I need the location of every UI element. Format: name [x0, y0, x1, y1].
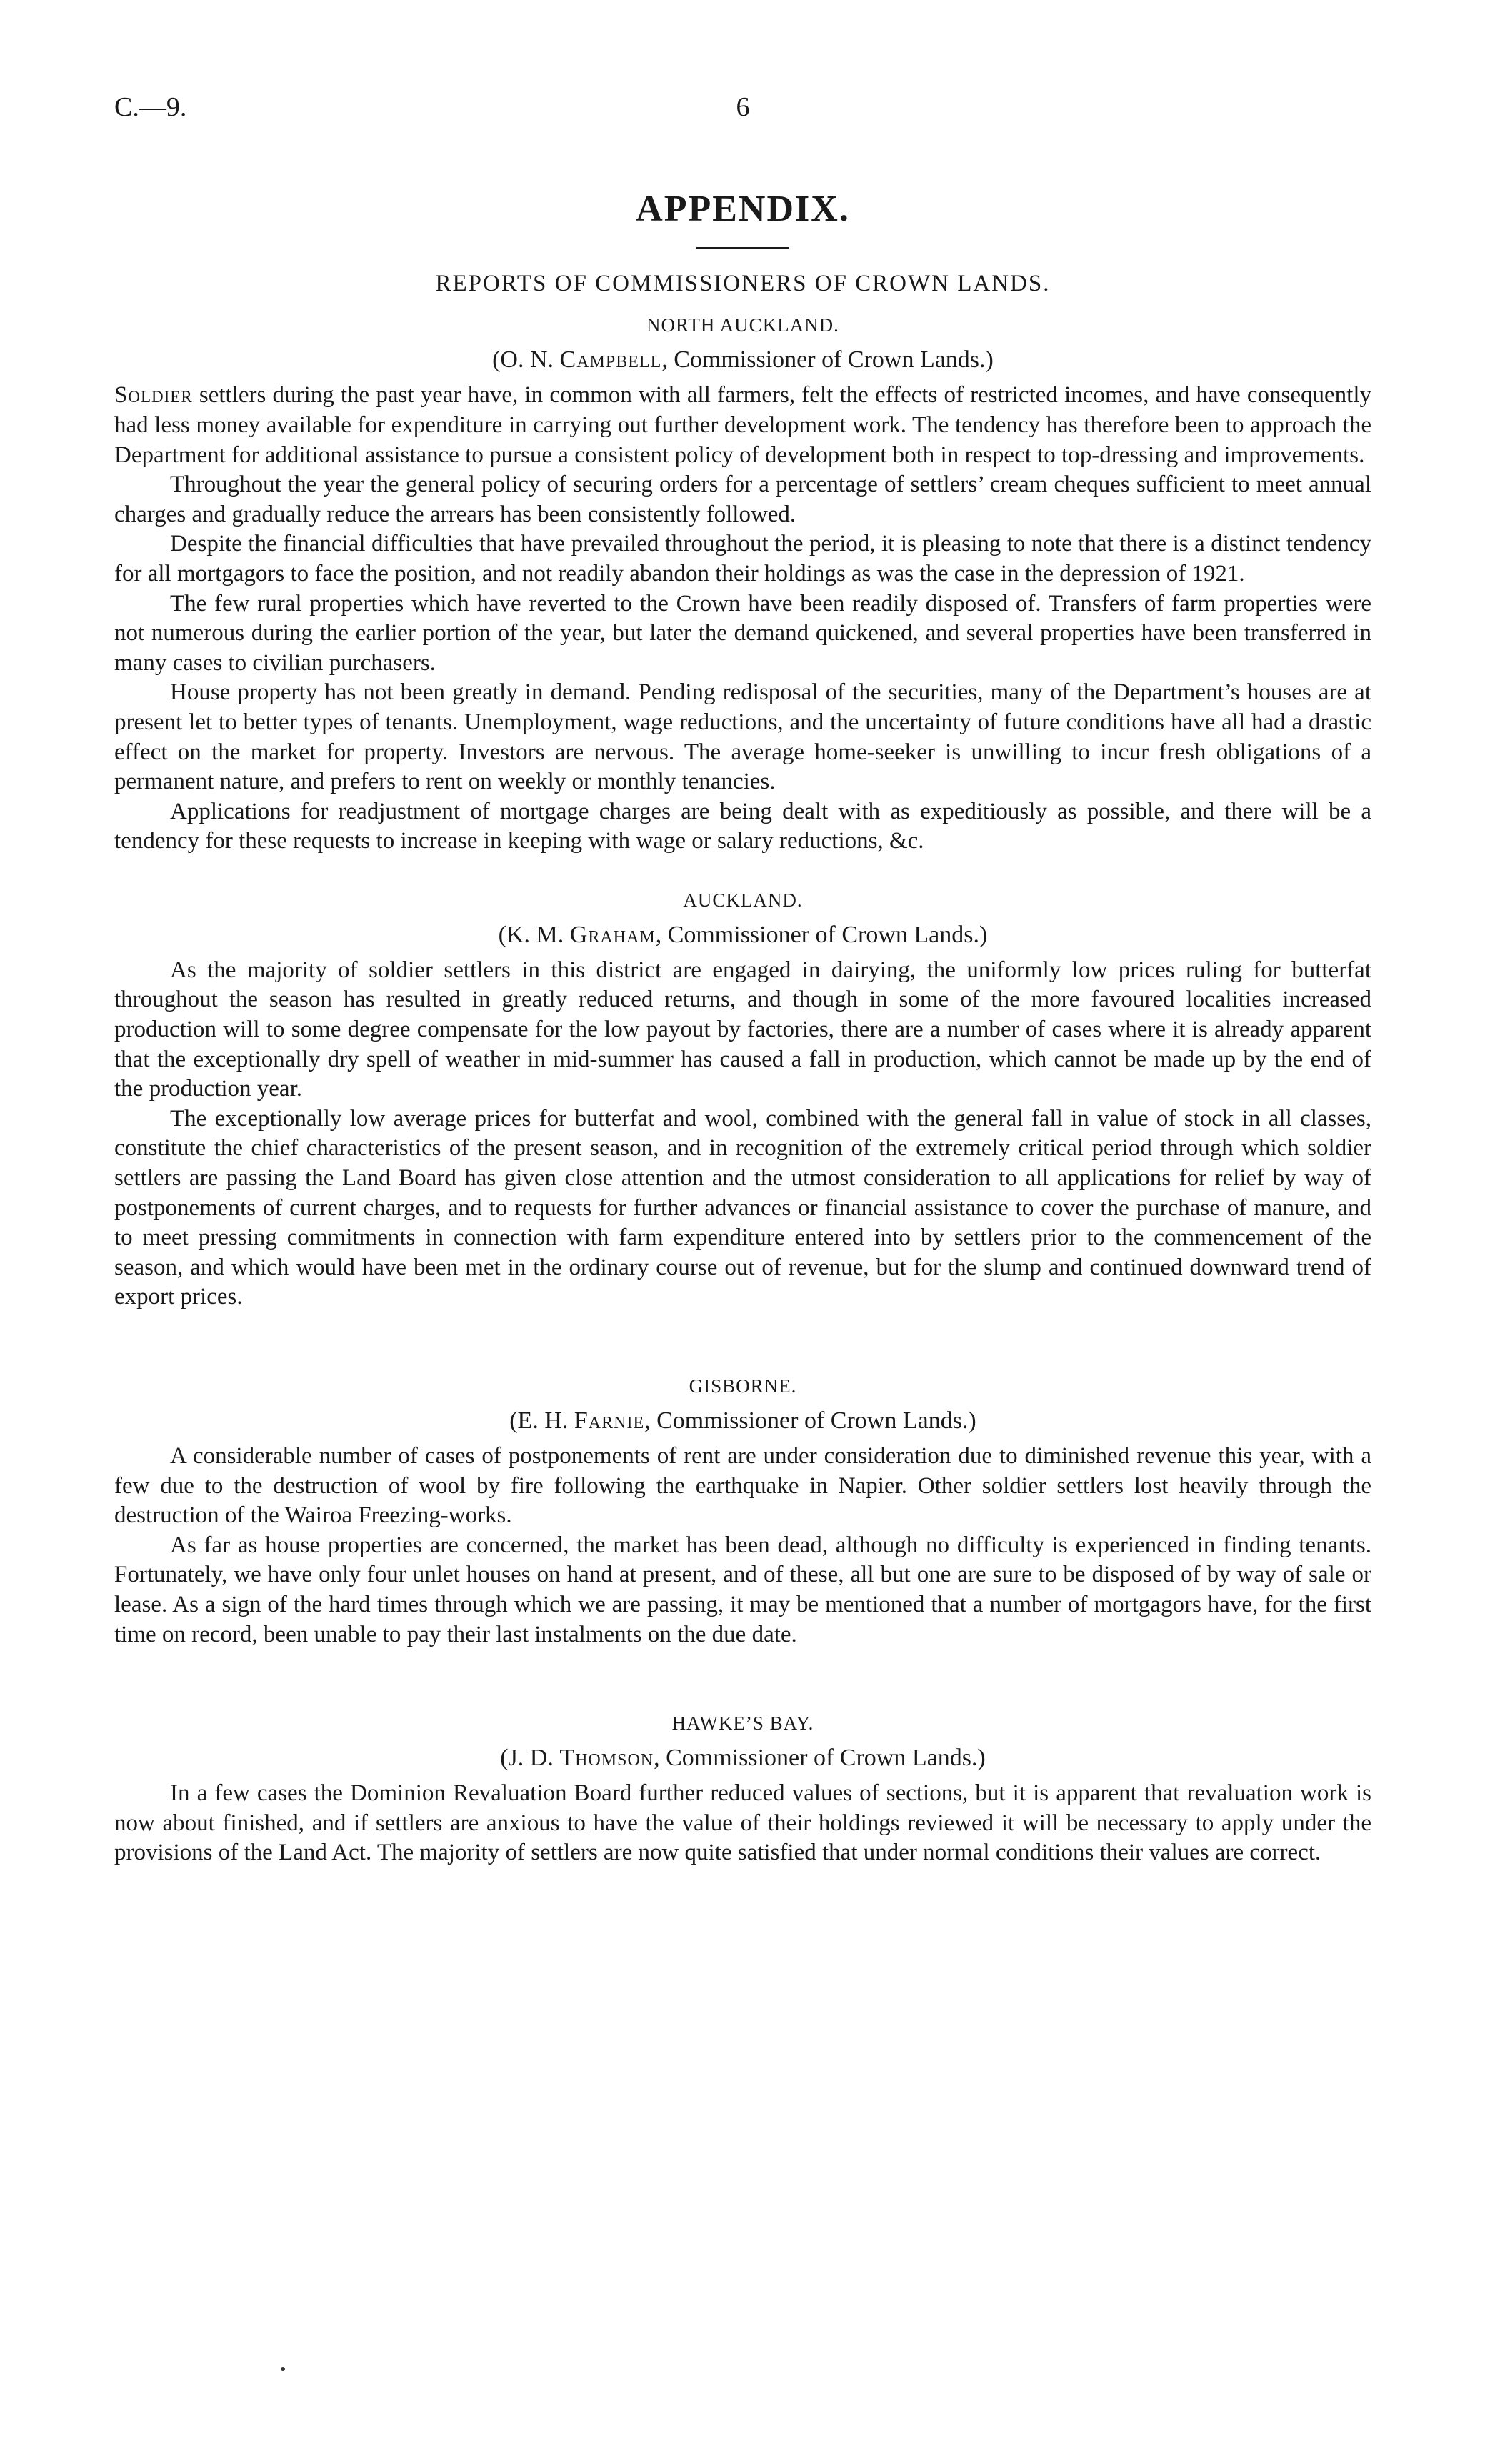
commissioner-line: (K. M. Graham, Commissioner of Crown Lands.): [498, 921, 988, 948]
paragraph: In a few cases the Dominion Revaluation Board further reduced values of sections, but it is apparent that revaluation work is now about finished, and if settlers are anxious to have the value of their holdings reviewed it will be necessary to apply under the provisions of the Land Act. The majority of settlers are now quite satisfied that under normal conditions their values are correct.: [114, 1780, 1371, 1866]
paragraph: As the majority of soldier settlers in this district are engaged in dairying, the uniformly low prices ruling for butterfat throughout the season has resulted in greatly reduced returns, and though in some of the more favoured localities increased production will to some degree compensate for the low payout by factories, there are a number of cases where it is already apparent that the exceptionally dry spell of weather in mid-summer has caused a fall in production, which cannot be made up by the end of the production year.: [114, 957, 1371, 1102]
paragraph: House property has not been greatly in demand. Pending redisposal of the securities, many of the Department’s houses are at present let to better types of tenants. Unemployment, wage reductions, and the uncertainty of future conditions have all had a drastic effect on the market for property. Investors are nervous. The average home-seeker is unwilling to incur fresh obligations of a permanent nature, and prefers to rent on weekly or monthly tenancies.: [114, 679, 1371, 795]
district-heading: AUCKLAND.: [683, 889, 803, 911]
commissioner-name: Farnie: [574, 1407, 645, 1435]
commissioner-line: (J. D. Thomson, Commissioner of Crown Lands.): [500, 1745, 986, 1772]
commissioner-name: Campbell: [559, 346, 662, 374]
ink-speck: [281, 2367, 285, 2371]
section-hawkes-bay: [114, 1712, 1371, 1868]
district-heading: GISBORNE.: [689, 1375, 797, 1397]
commissioner-name: Thomson: [559, 1745, 654, 1772]
appendix-title: APPENDIX.: [636, 189, 850, 229]
reports-subtitle: REPORTS OF COMMISSIONERS OF CROWN LANDS.: [435, 271, 1051, 297]
paragraph: The exceptionally low average prices for butterfat and wool, combined with the general fall in value of stock in all classes, constitute the chief characteristics of the present season, and in recognition of the extremely critical period through which soldier settlers are passing the Land Board has given close attention and the utmost consideration to all applications for relief by way of postponements of current charges, and to requests for further advances or financial assistance to cover the purchase of manure, and to meet pressing commitments in connection with farm expenditure entered into by settlers prior to the commencement of the season, and which would have been met in the ordinary course out of revenue, but for the slump and continued downward trend of export prices.: [114, 1105, 1371, 1310]
paragraph: As far as house properties are concerned, the market has been dead, although no difficulty is experienced in finding tenants. Fortunately, we have only four unlet houses on hand at present, and of these, all but one are sure to be disposed of by way of sale or lease. As a sign of the hard times through which we are passing, it may be mentioned that a number of mortgagors have, for the first time on record, been unable to pay their last instalments on the due date.: [114, 1532, 1371, 1647]
page-number: 6: [736, 92, 750, 122]
paragraph: Soldier settlers during the past year have, in common with all farmers, felt the effects of restricted incomes, and have consequently had less money available for expenditure in carrying out further development work. The tendency has therefore been to approach the Department for additional assistance to pursue a consistent policy of development both in respect to top-dressing and improvements.: [114, 382, 1371, 468]
paragraph: Applications for readjustment of mortgage charges are being dealt with as expeditiously as possible, and there will be a tendency for these requests to increase in keeping with wage or salary reductions, &c.: [114, 798, 1371, 854]
commissioner-line: (O. N. Campbell, Commissioner of Crown Lands.): [492, 346, 994, 374]
document-reference: C.—9.: [114, 92, 187, 122]
paragraph: Despite the financial difficulties that have prevailed throughout the period, it is pleasing to note that there is a distinct tendency for all mortgagors to face the position, and not readily abandon their holdings as was the case in the depression of 1921.: [114, 531, 1371, 587]
paragraph-lead: Soldier: [114, 382, 193, 409]
commissioner-name: Graham: [569, 921, 656, 948]
title-rule: [696, 247, 789, 249]
page-content: [114, 187, 1371, 1868]
paragraph: Throughout the year the general policy of securing orders for a percentage of settlers’ cream cheques sufficient to meet annual charges and gradually reduce the arrears has been consistently followed.: [114, 472, 1371, 527]
district-heading: HAWKE’S BAY.: [671, 1712, 814, 1735]
section-auckland: [114, 889, 1371, 1312]
running-header: [114, 91, 1371, 134]
section-gisborne: [114, 1375, 1371, 1650]
paragraph: The few rural properties which have reverted to the Crown have been readily disposed of. Transfers of farm properties were not numerous during the earlier portion of the year, but later the demand quickened, and several properties have been transferred in many cases to civilian purchasers.: [114, 590, 1371, 676]
paragraph: A considerable number of cases of postponements of rent are under consideration due to diminished revenue this year, with a few due to the destruction of wool by fire following the earthquake in Napier. Other soldier settlers lost heavily through the destruction of the Wairoa Freezing-works.: [114, 1443, 1371, 1529]
district-heading: NORTH AUCKLAND.: [646, 314, 839, 336]
commissioner-line: (E. H. Farnie, Commissioner of Crown Lands.): [509, 1407, 976, 1435]
section-north-auckland: [114, 314, 1371, 857]
